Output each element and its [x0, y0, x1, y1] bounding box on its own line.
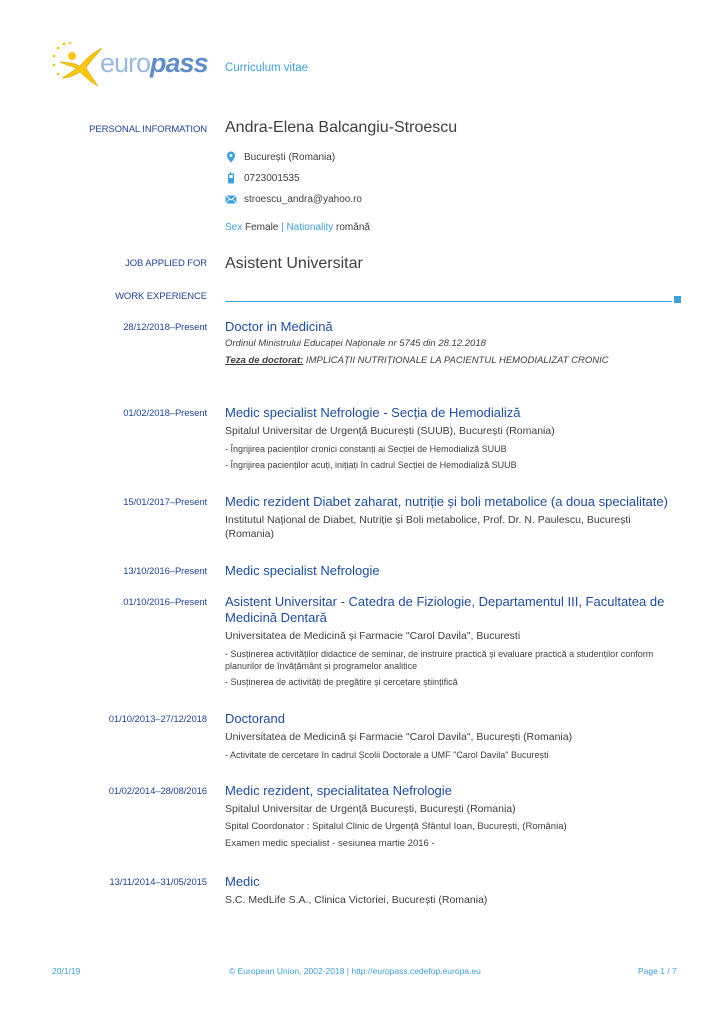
work-experience-label: WORK EXPERIENCE — [115, 291, 207, 302]
europass-logo-text: europass — [100, 48, 208, 78]
entry-title: Medic specialist Nefrologie - Secția de Hemodializă — [225, 405, 521, 420]
work-entry — [225, 711, 675, 761]
entry-date: 01/10/2016–Present — [123, 597, 207, 608]
entry-italic: Ordinul Ministrului Educației Naționale nr 5745 din 28.12.2018 — [225, 338, 486, 349]
entry-date: 13/11/2014–31/05/2015 — [109, 877, 207, 888]
entry-title: Doctorand — [225, 711, 285, 726]
entry-date: 15/01/2017–Present — [123, 497, 207, 508]
sex-value: Female — [245, 222, 279, 233]
entry-title: Medic specialist Nefrologie — [225, 563, 380, 578]
entry-org: Spitalul Universitar de Urgență București (SUUB), București (Romania) — [225, 425, 555, 437]
nationality-label: Nationality — [286, 222, 334, 233]
entry-bullet: - Susținerea activităților didactice de seminar, de instruire practică și evaluare practică a studenților conform planurilor de învățământ și programelor analitice — [225, 649, 654, 671]
thesis-label: Teza de doctorat: — [225, 355, 304, 366]
work-entry — [225, 783, 675, 850]
footer-date: 20/1/19 — [52, 966, 81, 976]
footer-copyright[interactable]: © European Union, 2002-2018 | http://europass.cedefop.europa.eu — [229, 966, 481, 976]
work-entry — [225, 563, 675, 579]
work-entry — [225, 405, 675, 471]
entry-title: Medic — [225, 874, 260, 889]
entry-title: Doctor in Medicină — [225, 319, 333, 334]
entry-org: Universitatea de Medicină și Farmacie "Carol Davila", București (Romania) — [225, 731, 573, 743]
location-pin-icon — [225, 151, 237, 163]
entry-date: 13/10/2016–Present — [123, 566, 207, 577]
entry-org: Universitatea de Medicină și Farmacie "Carol Davila", Bucuresti — [225, 630, 521, 642]
section-divider-square — [674, 296, 681, 303]
entry-title: Asistent Universitar - Catedra de Fiziologie, Departamentul III, Facultatea de Medicină Dentară — [225, 594, 665, 625]
nationality-value: română — [336, 222, 370, 233]
personal-info-label: PERSONAL INFORMATION — [89, 124, 207, 135]
entry-bullet: - Susținerea de activități de pregătire și cercetare științifică — [225, 677, 458, 687]
thesis-title: IMPLICAȚII NUTRIȚIONALE LA PACIENTUL HEMODIALIZAT CRONIC — [303, 355, 609, 366]
thesis-row — [225, 354, 675, 367]
mobile-phone-icon — [225, 172, 237, 184]
separator: | — [281, 222, 284, 233]
sex-nationality-row — [225, 222, 370, 233]
entry-date: 01/10/2013–27/12/2018 — [108, 714, 207, 725]
job-applied-value: Asistent Universitar — [225, 255, 363, 272]
entry-title: Medic rezident Diabet zaharat, nutriție și boli metabolice (a doua specialitate) — [225, 494, 668, 509]
email-envelope-icon — [225, 193, 237, 205]
phone-text: 0723001535 — [244, 172, 300, 184]
email-row — [225, 193, 362, 205]
sex-label: Sex — [225, 222, 243, 233]
entry-bullet: - Îngrijirea pacienților cronici constanți ai Secției de Hemodializă SUUB — [225, 444, 507, 454]
entry-date: 01/02/2014–28/08/2016 — [108, 786, 207, 797]
entry-org: Spitalul Universitar de Urgență București, București (Romania) — [225, 803, 516, 815]
entry-bullet: - Îngrijirea pacienților acuți, inițiați în cadrul Secției de Hemodializă SUUB — [225, 460, 517, 470]
entry-note: Examen medic specialist - sesiunea martie 2016 - — [225, 838, 435, 849]
entry-date: 01/02/2018–Present — [123, 408, 207, 419]
entry-org: S.C. MedLife S.A., Clinica Victoriei, București (Romania) — [225, 894, 488, 906]
europass-logo — [50, 40, 210, 90]
location-text: București (Romania) — [244, 151, 336, 163]
entry-bullet: - Activitate de cercetare în cadrul Școlii Doctorale a UMF "Carol Davila" București — [225, 750, 549, 760]
phone-row — [225, 172, 300, 184]
work-entry — [225, 594, 675, 688]
entry-note: Spital Coordonator : Spitalul Clinic de Urgență Sfântul Ioan, București, (România) — [225, 821, 567, 832]
work-entry — [225, 874, 675, 907]
email-link[interactable]: stroescu_andra@yahoo.ro — [244, 193, 362, 205]
job-applied-label: JOB APPLIED FOR — [125, 258, 207, 269]
work-entry — [225, 319, 675, 367]
footer-page-number: Page 1 / 7 — [638, 966, 677, 976]
work-entry — [225, 494, 675, 541]
entry-title: Medic rezident, specialitatea Nefrologie — [225, 783, 452, 798]
location-row — [225, 151, 335, 163]
entry-date: 28/12/2018–Present — [123, 322, 207, 333]
person-name: Andra-Elena Balcangiu-Stroescu — [225, 119, 458, 136]
entry-org: Institutul Național de Diabet, Nutriție și Boli metabolice, Prof. Dr. N. Paulescu, București (Romania) — [225, 514, 631, 540]
section-divider — [225, 301, 672, 302]
doc-title: Curriculum vitae — [225, 62, 309, 74]
